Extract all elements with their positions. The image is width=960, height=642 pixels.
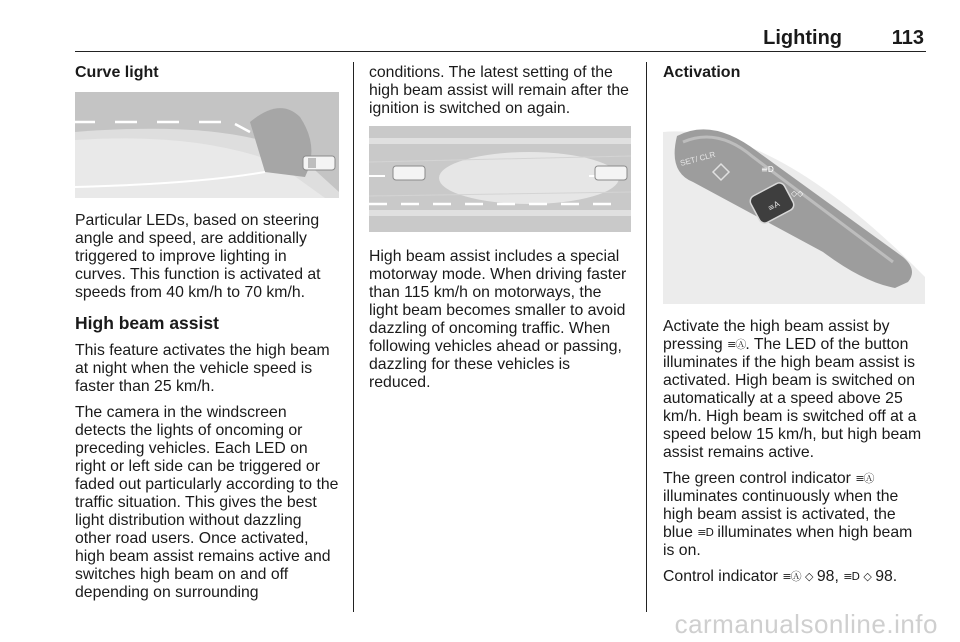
stalk-label-set-clr: SET/ CLR xyxy=(679,149,717,168)
svg-text:◇◇: ◇◇ xyxy=(791,189,804,198)
curve-light-heading: Curve light xyxy=(75,64,159,81)
motorway-mode-paragraph: High beam assist includes a special motorway mode. When driving faster than 115 km/h on motorways, the light beam becomes smaller to avoid dazzling of oncoming traffic. When following vehicles ahead or passing, dazzling for these vehicles is reduced. xyxy=(369,248,627,391)
high-beam-assist-icon: ≡Ⓐ xyxy=(727,338,746,351)
high-beam-assist-icon: ≡Ⓐ xyxy=(855,472,874,485)
activation-heading: Activation xyxy=(663,64,741,81)
watermark: carmanualsonline.info xyxy=(674,609,938,639)
activation-p1-text-a: Activate the high beam assist by pressing xyxy=(663,318,890,353)
activation-p3-text-a: Control indicator xyxy=(663,568,779,585)
curve-light-illustration xyxy=(75,92,339,198)
page-reference-icon: ◇ xyxy=(805,570,813,583)
curve-light-paragraph: Particular LEDs, based on steering angle and speed, are additionally triggered to improve lighting in curves. This function is activated at speeds from 40 km/h to 70 km/h. xyxy=(75,212,321,301)
activation-p2-text-b: illuminates continuously when the high beam assist is activated, the blue xyxy=(663,488,899,541)
page-reference-icon: ◇ xyxy=(863,570,871,583)
activation-p2-text-a: The green control indicator xyxy=(663,470,851,487)
activation-p1-text-b: . The LED of the button illuminates if the high beam assist is activated. High beam is switched on automatically at a speed above 25 km/h. High beam is switched off at a speed below 15 km/h, but high beam assist remains active. xyxy=(663,336,922,461)
column-2 xyxy=(369,64,633,400)
high-beam-icon: ≡D xyxy=(843,570,859,583)
page-reference-1[interactable]: 98, xyxy=(816,568,839,585)
column-3 xyxy=(663,64,927,594)
column-1 xyxy=(75,64,341,610)
svg-text:≡A: ≡A xyxy=(766,199,782,213)
activation-paragraph-3 xyxy=(663,568,927,586)
stalk-illustration xyxy=(663,92,925,304)
page-number: 113 xyxy=(891,27,924,49)
column-divider-right xyxy=(646,62,647,612)
high-beam-assist-heading: High beam assist xyxy=(75,313,219,333)
page-header-title: Lighting xyxy=(763,27,842,49)
svg-text:≡D: ≡D xyxy=(761,165,774,174)
column-divider-left xyxy=(353,62,354,612)
activation-p2-text-c: illuminates when high beam is on. xyxy=(663,524,913,559)
hba-paragraph-2: The camera in the windscreen detects the lights of oncoming or preceding vehicles. Each LED on right or left side can be triggered or faded out particularly according to the traffic situation. This gives the best light distribution without dazzling other road users. Once activated, high beam assist remains active and switches high beam on and off depending on surrounding xyxy=(75,404,339,601)
activation-paragraph-1 xyxy=(663,318,927,462)
high-beam-assist-icon: ≡Ⓐ xyxy=(782,570,801,583)
page-reference-2[interactable]: 98. xyxy=(875,568,898,585)
activation-paragraph-2 xyxy=(663,470,927,560)
conditions-paragraph: conditions. The latest setting of the high beam assist will remain after the ignition is switched on again. xyxy=(369,64,629,117)
high-beam-icon: ≡D xyxy=(697,526,713,539)
high-beam-illustration xyxy=(369,126,631,232)
header-rule xyxy=(75,51,926,52)
hba-paragraph-1: This feature activates the high beam at night when the vehicle speed is faster than 25 km/h. xyxy=(75,342,330,395)
